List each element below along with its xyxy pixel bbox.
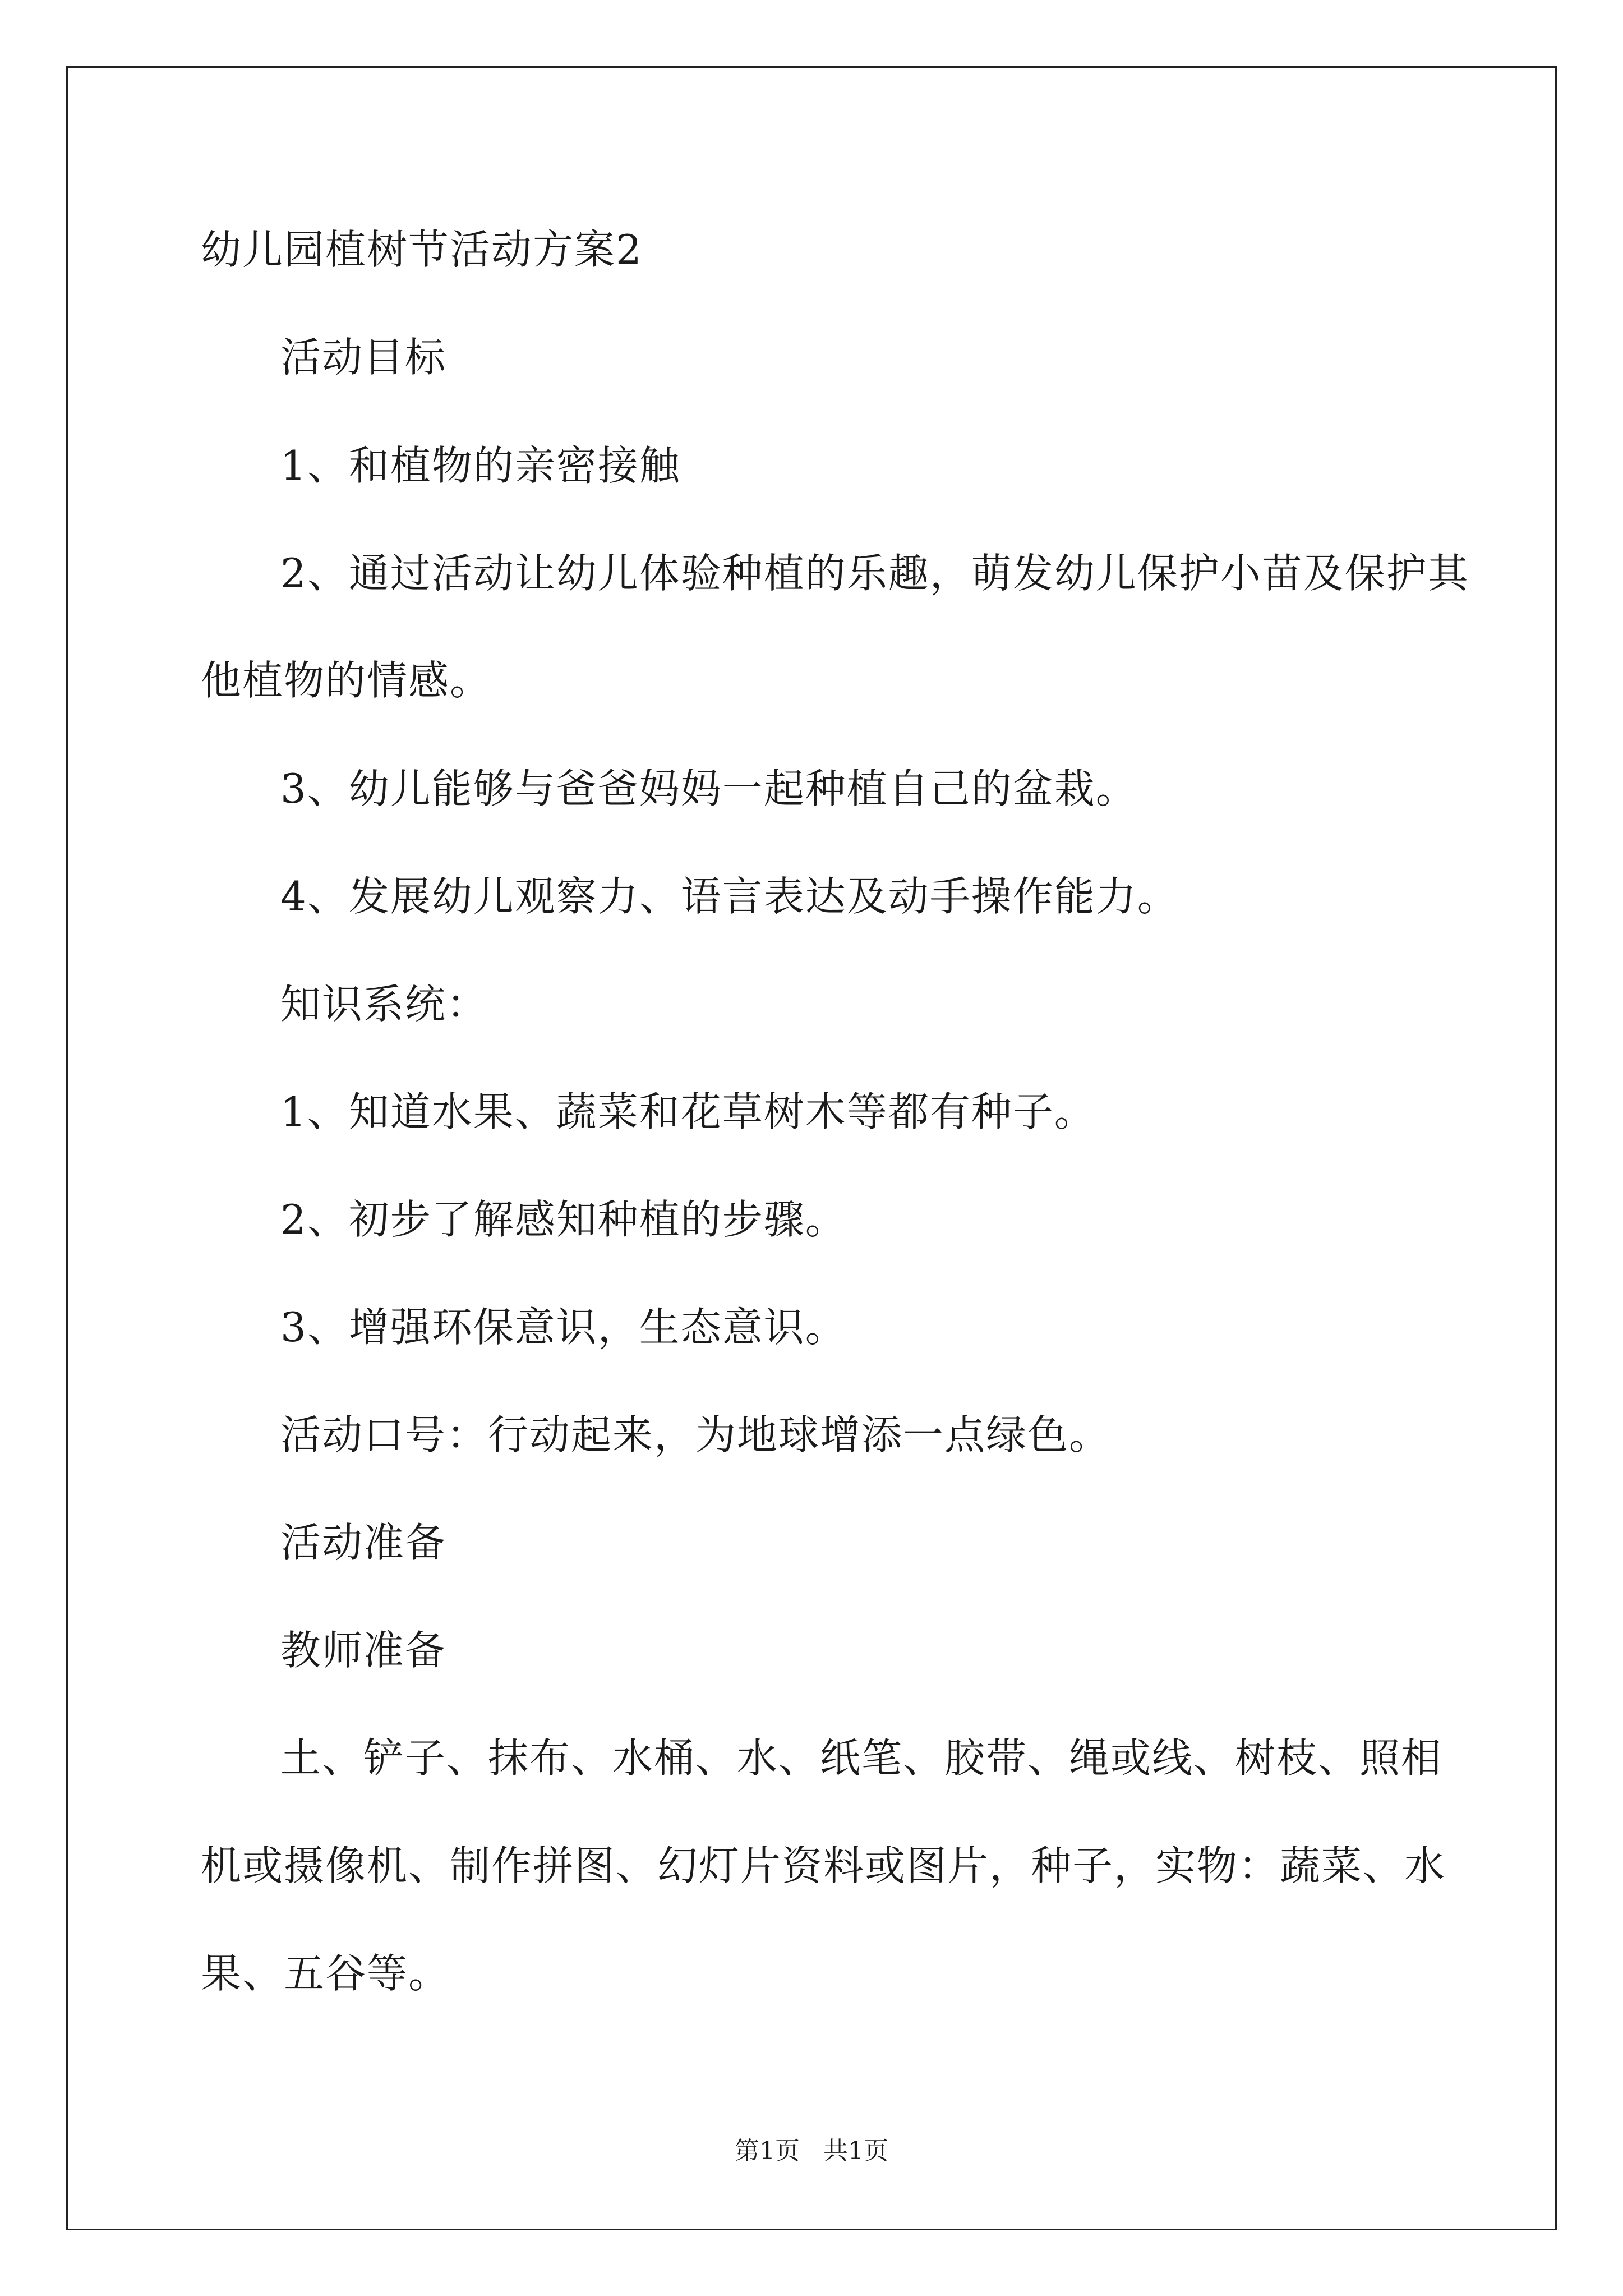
materials-line-2: 机或摄像机、制作拼图、幻灯片资料或图片，种子，实物：蔬菜、水: [201, 1842, 1446, 1889]
materials-line-1: 土、铲子、抹布、水桶、水、纸笔、胶带、绳或线、树枝、照相: [280, 1734, 1443, 1782]
goal-item-3: 3、幼儿能够与爸爸妈妈一起种植自己的盆栽。: [280, 765, 1137, 812]
goal-item-2: 2、通过活动让幼儿体验种植的乐趣，萌发幼儿保护小苗及保护其: [280, 550, 1469, 597]
goal-item-1: 1、和植物的亲密接触: [280, 442, 681, 489]
heading-teacher-prep: 教师准备: [280, 1627, 447, 1674]
heading-activity-goals: 活动目标: [280, 334, 447, 381]
heading-knowledge-system: 知识系统：: [280, 981, 488, 1028]
knowledge-item-3: 3、增强环保意识，生态意识。: [280, 1304, 847, 1351]
goal-item-2-cont: 他植物的情感。: [201, 657, 492, 704]
activity-slogan: 活动口号：行动起来，为地球增添一点绿色。: [280, 1411, 1111, 1458]
heading-activity-prep: 活动准备: [280, 1519, 447, 1566]
page-border: [66, 66, 1557, 2230]
document-title: 幼儿园植树节活动方案2: [201, 226, 643, 273]
goal-item-4: 4、发展幼儿观察力、语言表达及动手操作能力。: [280, 873, 1179, 920]
knowledge-item-2: 2、初步了解感知种植的步骤。: [280, 1196, 847, 1243]
page-number-footer: 第1页 共1页: [735, 2137, 888, 2165]
knowledge-item-1: 1、知道水果、蔬菜和花草树木等都有种子。: [280, 1088, 1096, 1135]
materials-line-3: 果、五谷等。: [201, 1950, 450, 1997]
